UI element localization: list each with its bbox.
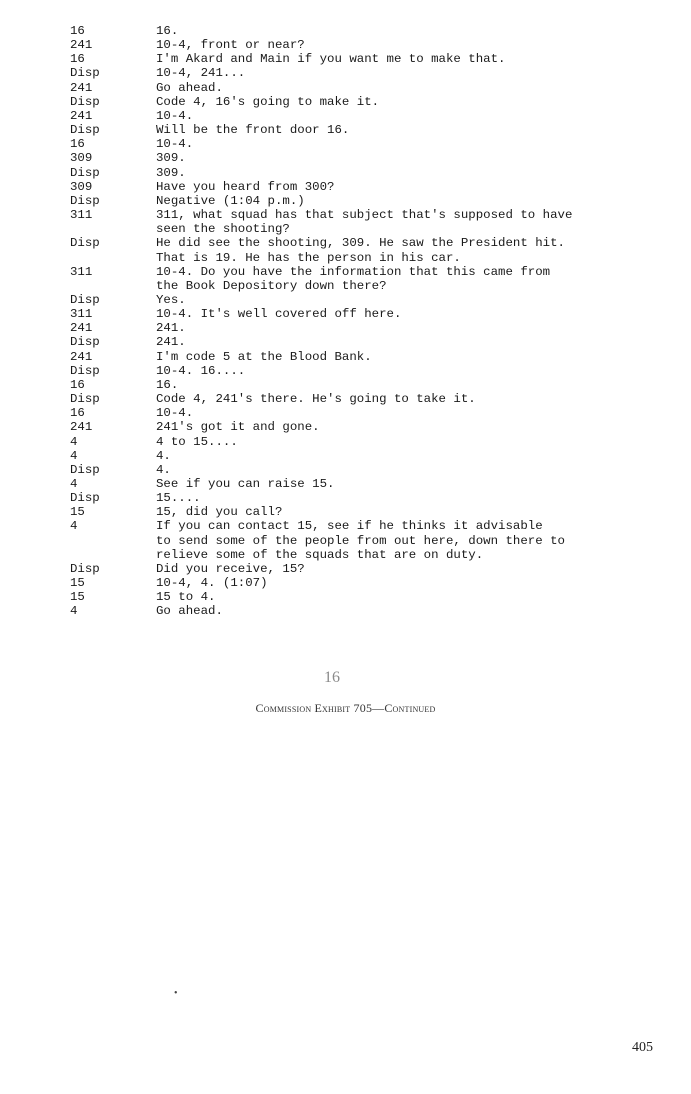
transcript-line [70,38,650,52]
transcript-line [70,265,650,293]
transcript-line [70,406,650,420]
transcript-line [70,81,650,95]
transcript-line [70,505,650,519]
transmission-text: 10-4, 241... [156,66,246,81]
transcript-line [70,449,650,463]
speaker-id: Disp [70,335,100,350]
speaker-id: Disp [70,292,100,307]
transmission-text: I'm code 5 at the Blood Bank. [156,349,372,364]
transcript-line [70,420,650,434]
transcript-line [70,236,650,264]
transmission-text: 241's got it and gone. [156,420,320,435]
transmission-text: I'm Akard and Main if you want me to make that. [156,52,506,67]
speaker-id: 241 [70,38,93,53]
speaker-id: 4 [70,434,78,449]
faint-page-mark: 16 [324,669,340,686]
transmission-text: 241. [156,335,186,350]
transcript-line [70,123,650,137]
speaker-id: Disp [70,123,100,138]
speaker-id: 241 [70,420,93,435]
stray-ink-mark: • [174,988,178,999]
transmission-text: 10-4. [156,108,194,123]
transmission-text: 15.... [156,491,201,506]
speaker-id: 16 [70,406,85,421]
transcript-line [70,166,650,180]
speaker-id: 309 [70,151,93,166]
speaker-id: 241 [70,321,93,336]
transcript-line [70,66,650,80]
transcript-line [70,378,650,392]
transcript-line [70,335,650,349]
speaker-id: 241 [70,108,93,123]
speaker-id: 4 [70,448,78,463]
speaker-id: 16 [70,24,85,38]
transmission-text: Have you heard from 300? [156,179,335,194]
transcript-line [70,293,650,307]
speaker-id: 4 [70,477,78,491]
transcript-line [70,392,650,406]
transmission-text: See if you can raise 15. [156,477,335,491]
transmission-text: 10-4. It's well covered off here. [156,307,402,322]
transmission-text: 311, what squad has that subject that's supposed to have seen the shooting? [156,208,573,237]
transcript-line [70,576,650,590]
transcript-line [70,24,650,38]
speaker-id: 4 [70,519,78,534]
page-number: 405 [632,1040,653,1055]
transmission-text: Will be the front door 16. [156,123,350,138]
transmission-text: Yes. [156,292,186,307]
transmission-text: 16. [156,24,179,38]
transcript-line [70,364,650,378]
transmission-text: 241. [156,321,186,336]
transcript-line [70,52,650,66]
transcript-line [70,463,650,477]
speaker-id: 15 [70,505,85,520]
transcript-line [70,307,650,321]
speaker-id: 311 [70,264,93,279]
speaker-id: Disp [70,363,100,378]
transcript-line [70,208,650,236]
transmission-text: Go ahead. [156,604,223,619]
exhibit-caption: Commission Exhibit 705—Continued [255,701,436,715]
transmission-text: 309. [156,165,186,180]
transmission-text: If you can contact 15, see if he thinks it advisable to send some of the people from out here, down there to relieve some of the squads that are on duty. [156,519,565,562]
transcript-line [70,109,650,123]
transcript-line [70,350,650,364]
transcript-line [70,151,650,165]
transmission-text: 15, did you call? [156,505,283,520]
transmission-text: Code 4, 241's there. He's going to take it. [156,392,476,407]
transcript-line [70,604,650,618]
speaker-id: Disp [70,165,100,180]
transmission-text: 10-4. 16.... [156,363,246,378]
transcript-line [70,194,650,208]
transcript-line [70,491,650,505]
transmission-text: Go ahead. [156,80,223,95]
speaker-id: 241 [70,80,93,95]
speaker-id: Disp [70,94,100,109]
transmission-text: 10-4. [156,406,194,421]
transmission-text: 309. [156,151,186,166]
transmission-text: 10-4, front or near? [156,38,305,53]
speaker-id: Disp [70,236,100,251]
speaker-id: Disp [70,66,100,81]
speaker-id: 311 [70,307,93,322]
transmission-text: Code 4, 16's going to make it. [156,94,380,109]
transcript-line [70,590,650,604]
transmission-text: 10-4. [156,137,194,152]
transmission-text: He did see the shooting, 309. He saw the President hit. That is 19. He has the person in his car. [156,236,565,265]
transcript-line [70,477,650,491]
transmission-text: 4. [156,448,171,463]
speaker-id: Disp [70,193,100,208]
transmission-text: 16. [156,377,179,392]
radio-transcript [70,24,650,619]
transmission-text: Negative (1:04 p.m.) [156,193,305,208]
transcript-line [70,180,650,194]
transmission-text: 10-4, 4. (1:07) [156,576,268,591]
speaker-id: 4 [70,604,78,619]
transcript-line [70,321,650,335]
speaker-id: 15 [70,576,85,591]
speaker-id: 16 [70,52,85,67]
speaker-id: Disp [70,392,100,407]
speaker-id: 311 [70,208,93,223]
transmission-text: 15 to 4. [156,590,216,605]
speaker-id: 16 [70,137,85,152]
speaker-id: Disp [70,561,100,576]
transmission-text: Did you receive, 15? [156,561,305,576]
speaker-id: 15 [70,590,85,605]
speaker-id: Disp [70,462,100,477]
speaker-id: 241 [70,349,93,364]
transcript-line [70,435,650,449]
transcript-line [70,95,650,109]
transcript-line [70,137,650,151]
transmission-text: 4. [156,462,171,477]
speaker-id: Disp [70,491,100,506]
speaker-id: 309 [70,179,93,194]
transmission-text: 10-4. Do you have the information that this came from the Book Depository down there? [156,264,551,293]
transcript-line [70,562,650,576]
transcript-line [70,519,650,561]
transmission-text: 4 to 15.... [156,434,238,449]
speaker-id: 16 [70,377,85,392]
